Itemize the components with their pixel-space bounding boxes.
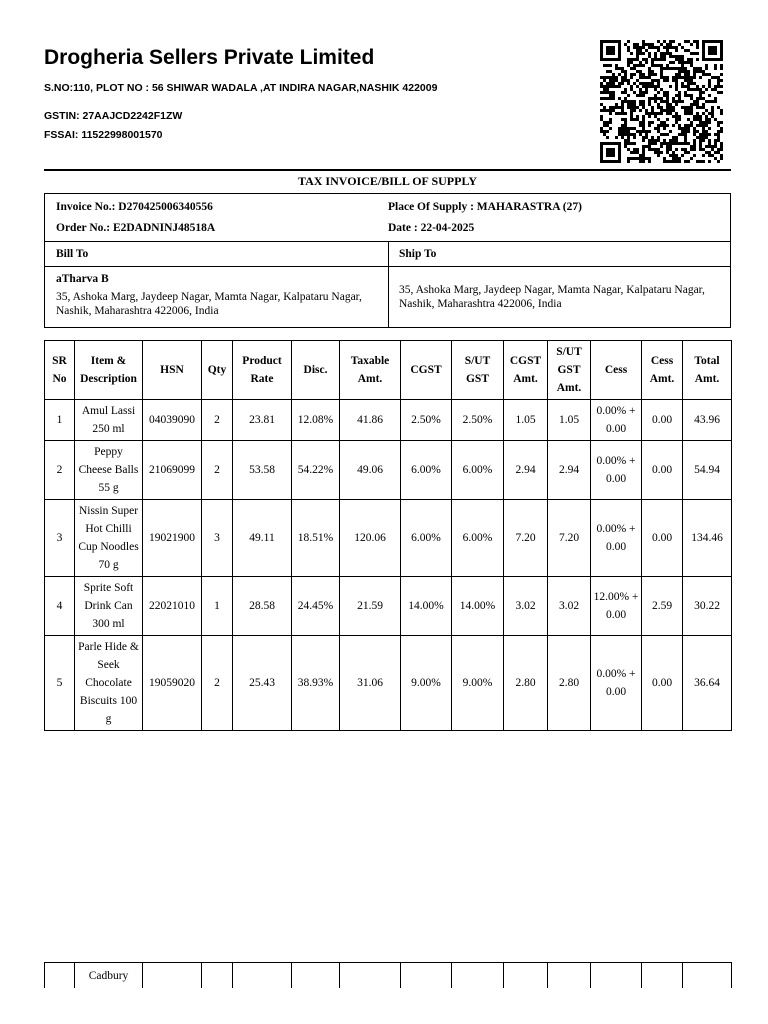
table-row — [45, 577, 732, 636]
cell-sr: 3 — [45, 500, 75, 577]
cell-disc: 24.45% — [292, 577, 340, 636]
order-number: Order No.: E2DADNINJ48518A — [56, 222, 216, 234]
cell-item: Parle Hide & Seek Chocolate Biscuits 100 g — [75, 636, 143, 731]
cell-taxable: 41.86 — [340, 400, 401, 441]
cell-sgst: 14.00% — [452, 577, 504, 636]
cell-cgst-amt: 1.05 — [504, 400, 548, 441]
col-header: Qty — [202, 341, 233, 400]
cell-cess: 0.00% + 0.00 — [591, 400, 642, 441]
company-fssai: FSSAI: 11522998001570 — [44, 129, 163, 141]
cell-rate: 49.11 — [233, 500, 292, 577]
cell-hsn: 19059020 — [143, 636, 202, 731]
cell-cgst-amt: 3.02 — [504, 577, 548, 636]
cell-sgst: 6.00% — [452, 500, 504, 577]
cell-rate: 23.81 — [233, 400, 292, 441]
bill-to-heading: Bill To — [56, 248, 89, 260]
cell-cess: 12.00% + 0.00 — [591, 577, 642, 636]
table-row — [45, 500, 732, 577]
table-header-row — [45, 341, 732, 400]
cell-qty: 2 — [202, 636, 233, 731]
cell-item: Sprite Soft Drink Can 300 ml — [75, 577, 143, 636]
cell-hsn: 22021010 — [143, 577, 202, 636]
document-title: TAX INVOICE/BILL OF SUPPLY — [297, 174, 478, 188]
table-row — [45, 441, 732, 500]
cell-disc: 54.22% — [292, 441, 340, 500]
cell-cess-amt: 0.00 — [642, 400, 683, 441]
cell-item: Peppy Cheese Balls 55 g — [75, 441, 143, 500]
cell-sr: 1 — [45, 400, 75, 441]
cell-cess: 0.00% + 0.00 — [591, 636, 642, 731]
cell-cgst-amt: 2.94 — [504, 441, 548, 500]
cell-sr: 5 — [45, 636, 75, 731]
cell-sgst-amt: 7.20 — [548, 500, 591, 577]
cell-sgst: 6.00% — [452, 441, 504, 500]
cell-rate: 25.43 — [233, 636, 292, 731]
cell-cgst: 2.50% — [401, 400, 452, 441]
qr-code — [596, 40, 727, 163]
col-header: S/UT GST — [452, 341, 504, 400]
cell-disc: 18.51% — [292, 500, 340, 577]
table-row — [45, 400, 732, 441]
header-divider — [44, 169, 731, 171]
cell-cess-amt: 2.59 — [642, 577, 683, 636]
cell-cess-amt: 0.00 — [642, 441, 683, 500]
cell-cess: 0.00% + 0.00 — [591, 500, 642, 577]
cell-item: Amul Lassi 250 ml — [75, 400, 143, 441]
place-of-supply: Place Of Supply : MAHARASTRA (27) — [388, 201, 582, 213]
cell-taxable: 21.59 — [340, 577, 401, 636]
cell-cess: 0.00% + 0.00 — [591, 441, 642, 500]
cell-taxable: 31.06 — [340, 636, 401, 731]
cell-sgst-amt: 2.80 — [548, 636, 591, 731]
cell-item: Nissin Super Hot Chilli Cup Noodles 70 g — [75, 500, 143, 577]
cell-cess-amt: 0.00 — [642, 500, 683, 577]
cell-rate: 53.58 — [233, 441, 292, 500]
cell-disc: 38.93% — [292, 636, 340, 731]
page-bottom-margin — [0, 988, 768, 1024]
cell-qty: 1 — [202, 577, 233, 636]
ship-to-address: 35, Ashoka Marg, Jaydeep Nagar, Mamta Nagar, Kalpataru Nagar, Nashik, Maharashtra 422006, India — [399, 284, 705, 310]
invoice-date: Date : 22-04-2025 — [388, 222, 475, 234]
cell-rate: 28.58 — [233, 577, 292, 636]
col-header: Disc. — [292, 341, 340, 400]
cell-hsn: 21069099 — [143, 441, 202, 500]
cell-taxable: 49.06 — [340, 441, 401, 500]
cell-cgst-amt: 7.20 — [504, 500, 548, 577]
cell-sgst-amt: 2.94 — [548, 441, 591, 500]
cell-total: 134.46 — [683, 500, 732, 577]
table-row — [45, 636, 732, 731]
cell-cess-amt: 0.00 — [642, 636, 683, 731]
col-header: S/UT GST Amt. — [548, 341, 591, 400]
cell-total: 36.64 — [683, 636, 732, 731]
cell-cgst: 6.00% — [401, 441, 452, 500]
col-header: HSN — [143, 341, 202, 400]
items-table — [44, 340, 732, 731]
address-divider — [45, 266, 730, 267]
cell-total: 43.96 — [683, 400, 732, 441]
col-header: Cess Amt. — [642, 341, 683, 400]
cell-cgst: 14.00% — [401, 577, 452, 636]
col-header: Product Rate — [233, 341, 292, 400]
cell-hsn: 19021900 — [143, 500, 202, 577]
cell-cgst-amt: 2.80 — [504, 636, 548, 731]
ship-to-heading: Ship To — [399, 248, 437, 260]
col-header: CGST Amt. — [504, 341, 548, 400]
cell-sgst: 9.00% — [452, 636, 504, 731]
cell-cgst: 9.00% — [401, 636, 452, 731]
cell-sgst: 2.50% — [452, 400, 504, 441]
invoice-number: Invoice No.: D270425006340556 — [56, 201, 213, 213]
cell-sgst-amt: 3.02 — [548, 577, 591, 636]
bill-ship-divider — [388, 241, 389, 327]
col-header: Item & Description — [75, 341, 143, 400]
bill-to-address: 35, Ashoka Marg, Jaydeep Nagar, Mamta Nagar, Kalpataru Nagar, Nashik, Maharashtra 422006, India — [56, 291, 362, 317]
company-gstin: GSTIN: 27AAJCD2242F1ZW — [44, 110, 183, 122]
cell-cgst: 6.00% — [401, 500, 452, 577]
cell-qty: 2 — [202, 441, 233, 500]
col-header: CGST — [401, 341, 452, 400]
col-header: Taxable Amt. — [340, 341, 401, 400]
company-address: S.NO:110, PLOT NO : 56 SHIWAR WADALA ,AT INDIRA NAGAR,NASHIK 422009 — [44, 82, 438, 94]
cell-sr: 4 — [45, 577, 75, 636]
cell-sgst-amt: 1.05 — [548, 400, 591, 441]
cell-qty: 2 — [202, 400, 233, 441]
cell-total: 30.22 — [683, 577, 732, 636]
bill-to-name: aTharva B — [56, 273, 109, 285]
col-header: SR No — [45, 341, 75, 400]
cell-taxable: 120.06 — [340, 500, 401, 577]
cell-qty: 3 — [202, 500, 233, 577]
cell-disc: 12.08% — [292, 400, 340, 441]
cell-total: 54.94 — [683, 441, 732, 500]
cell-sr: 2 — [45, 441, 75, 500]
col-header: Total Amt. — [683, 341, 732, 400]
company-name: Drogheria Sellers Private Limited — [44, 46, 375, 69]
invoice-info-box — [44, 193, 731, 328]
cell-item: Cadbury — [75, 963, 143, 1008]
cell-hsn: 04039090 — [143, 400, 202, 441]
col-header: Cess — [591, 341, 642, 400]
